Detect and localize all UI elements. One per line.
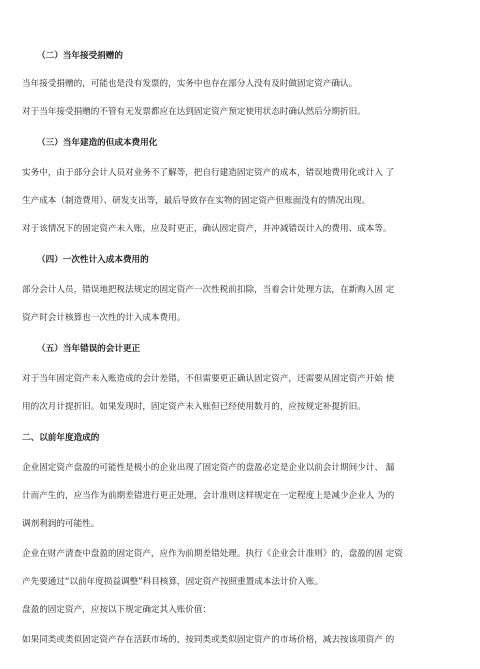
paragraph-line: 盘盈的固定资产，应按以下规定确定其入账价值： bbox=[22, 605, 212, 615]
paragraph-line: 当年接受捐赠的，可能也是没有发票的，实务中也存在部分人没有及时做固定资产确认。 bbox=[22, 79, 358, 89]
paragraph-line: 对于当年接受捐赠的不管有无发票都应在达到固定资产预定使用状态时确认然后分期折旧。 bbox=[22, 107, 366, 117]
section-heading-3: （三）当年建造的但成本费用化 bbox=[37, 138, 158, 148]
paragraph-line: 计而产生的，应当作为前期差错进行更正处理，会计准则这样规定在一定程度上是减少企业人 为的 bbox=[22, 491, 395, 501]
chapter-heading-2: 二、以前年度造成的 bbox=[22, 433, 100, 443]
paragraph-line: 产先要通过“以前年度损益调整”科目核算，固定资产按照重置成本法计价入账。 bbox=[22, 577, 324, 587]
section-heading-5: （五）当年错误的会计更正 bbox=[37, 344, 141, 354]
paragraph-line: 对于该情况下的固定资产未入账，应及时更正，确认固定资产，并冲减错误计入的费用、成本等。 bbox=[22, 224, 392, 234]
section-heading-2: （二）当年接受捐赠的 bbox=[37, 51, 123, 61]
paragraph-line: 企业在财产清查中盘盈的固定资产，应作为前期差错处理。执行《企业会计准则》的，盘盈的固 定资 bbox=[22, 549, 403, 559]
paragraph-line: 如果同类或类似固定资产存在活跃市场的，按同类或类似固定资产的市场价格，减去按该项资产 的 bbox=[22, 635, 395, 645]
paragraph-line: 生产成本（制造费用）、研发支出等，最后导致存在实物的固定资产但账面没有的情况出现。 bbox=[22, 196, 371, 206]
section-heading-4: （四）一次性计入成本费用的 bbox=[37, 255, 149, 265]
paragraph-line: 部分会计人员，错误地把税法规定的固定资产一次性税前扣除，当着会计处理方法，在新购入固 定 bbox=[22, 285, 395, 295]
paragraph-line: 资产时会计核算也一次性的计入成本费用。 bbox=[22, 313, 186, 323]
paragraph-line: 调剂利润的可能性。 bbox=[22, 519, 100, 529]
paragraph-line: 对于当年固定资产未入账造成的会计差错，不但需要更正确认固定资产，还需要从固定资产开始 使 bbox=[22, 374, 395, 384]
paragraph-line: 企业固定资产盘盈的可能性是极小的企业出现了固定资产的盘盈必定是企业以前会计期间少计、 漏 bbox=[22, 463, 395, 473]
paragraph-line: 实务中，由于部分会计人员对业务不了解等，把自行建造固定资产的成本，错误地费用化或计入 了 bbox=[22, 168, 395, 178]
paragraph-line: 用的次月计提折旧。如果发现时，固定资产未入账但已经使用数月的，应按规定补提折旧。 bbox=[22, 402, 366, 412]
